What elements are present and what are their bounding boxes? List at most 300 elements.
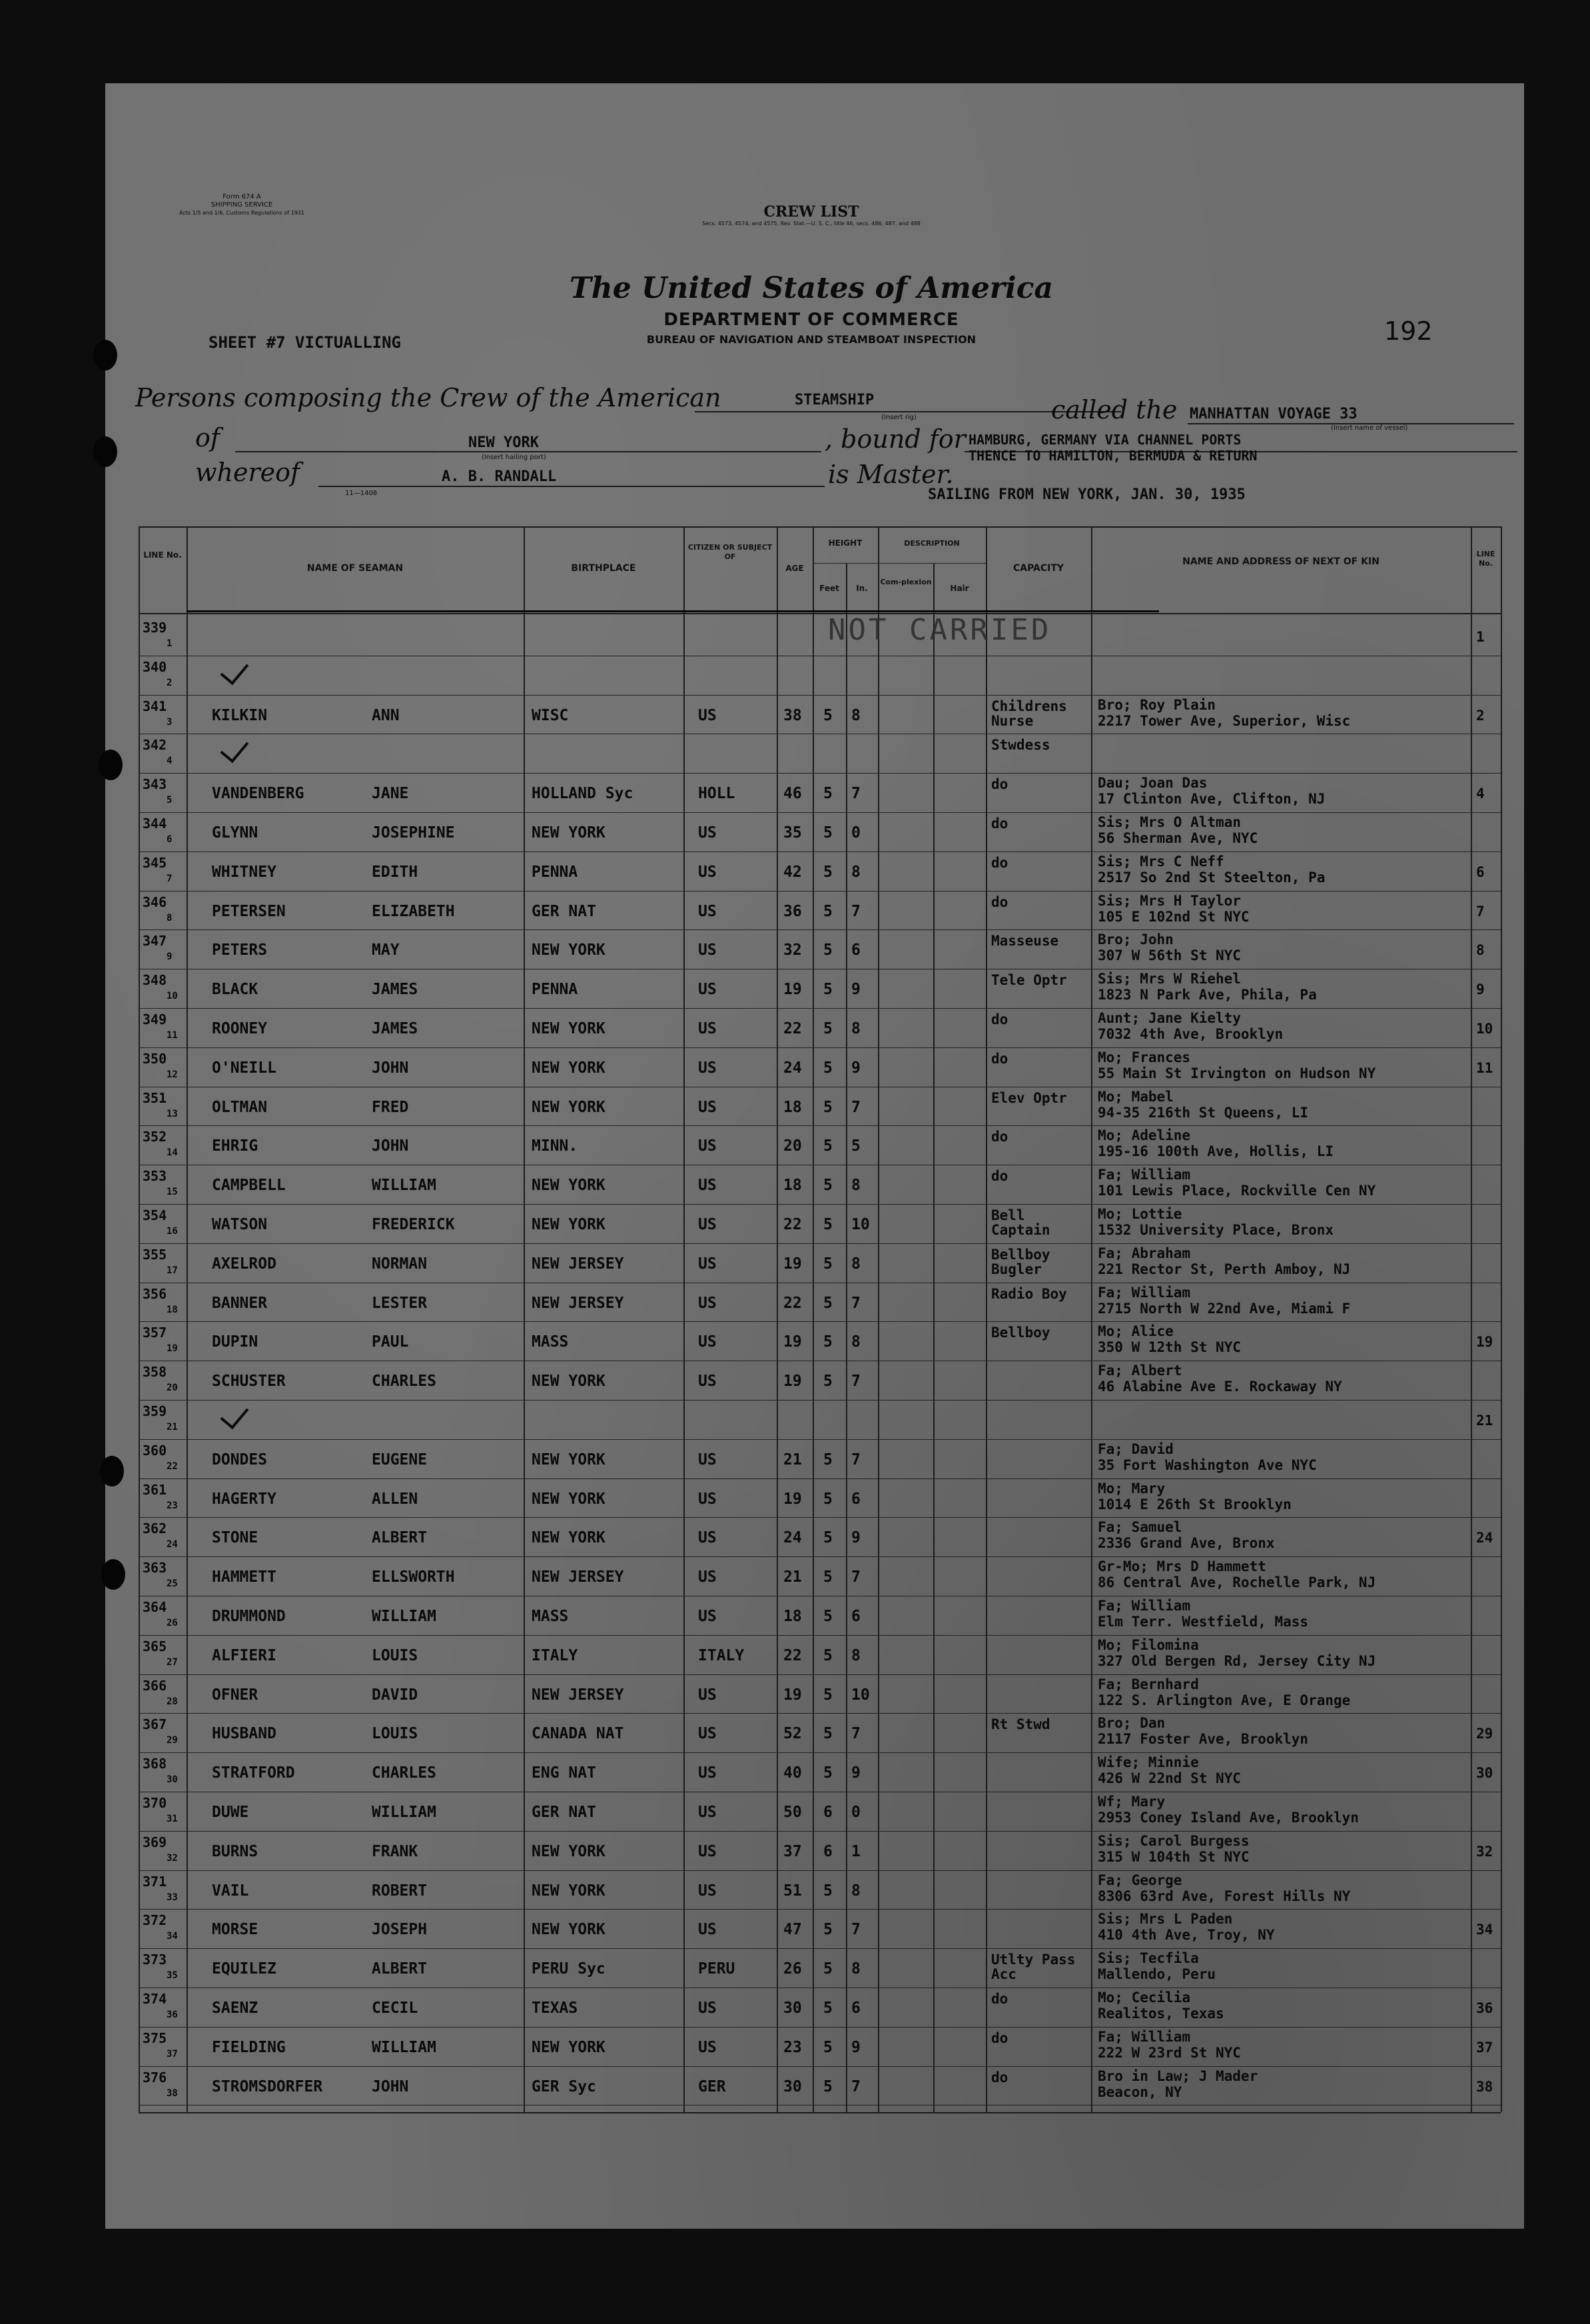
next-of-kin-name: Wife; Minnie xyxy=(1098,1754,1199,1770)
birthplace: PERU Syc xyxy=(532,1960,605,1978)
next-of-kin-name: Dau; Joan Das xyxy=(1098,775,1208,791)
citizenship: US xyxy=(698,1725,717,1742)
seaman-surname: MORSE xyxy=(212,1921,258,1938)
header-citizen: CITIZEN OR SUBJECT OF xyxy=(687,543,773,561)
next-of-kin-address: 2117 Foster Ave, Brooklyn xyxy=(1098,1731,1309,1747)
age: 35 xyxy=(783,824,802,842)
capacity: do xyxy=(991,1011,1008,1027)
check-mark-icon xyxy=(220,656,249,686)
seaman-given-name: FRED xyxy=(372,1099,409,1116)
age: 51 xyxy=(783,1882,802,1900)
seaman-surname: WHITNEY xyxy=(212,864,276,881)
next-of-kin-name: Mo; Mabel xyxy=(1098,1089,1174,1105)
height-inches: 7 xyxy=(851,2078,861,2095)
row-index: 32 xyxy=(167,1853,178,1864)
next-of-kin-name: Mo; Frances xyxy=(1098,1049,1191,1065)
next-of-kin-name: Bro; John xyxy=(1098,931,1174,947)
right-line-no: 36 xyxy=(1476,2000,1493,2016)
next-of-kin-address: 94-35 216th St Queens, LI xyxy=(1098,1105,1309,1121)
birthplace: NEW YORK xyxy=(532,941,605,959)
age: 46 xyxy=(783,785,802,802)
height-feet: 5 xyxy=(823,2078,833,2095)
height-feet: 5 xyxy=(823,1529,833,1546)
row-index: 18 xyxy=(167,1305,178,1315)
next-of-kin-address: 8306 63rd Ave, Forest Hills NY xyxy=(1098,1888,1351,1904)
seaman-surname: DUWE xyxy=(212,1804,249,1821)
citizenship: US xyxy=(698,1451,717,1468)
next-of-kin-address: 17 Clinton Ave, Clifton, NJ xyxy=(1098,791,1326,807)
next-of-kin-address: Beacon, NY xyxy=(1098,2084,1182,2100)
line-number: 370 xyxy=(143,1795,167,1811)
right-line-no: 19 xyxy=(1476,1334,1493,1350)
next-of-kin-name: Fa; George xyxy=(1098,1872,1182,1888)
height-feet: 5 xyxy=(823,1882,833,1900)
height-inches: 9 xyxy=(851,981,861,998)
seaman-given-name: LOUIS xyxy=(372,1725,418,1742)
row-index: 12 xyxy=(167,1069,178,1080)
right-line-no: 30 xyxy=(1476,1765,1493,1781)
capacity: do xyxy=(991,1129,1008,1145)
age: 21 xyxy=(783,1568,802,1586)
seaman-surname: AXELROD xyxy=(212,1255,276,1273)
right-line-no: 9 xyxy=(1476,981,1485,997)
seaman-given-name: FREDERICK xyxy=(372,1216,455,1233)
seaman-surname: OLTMAN xyxy=(212,1099,268,1116)
called-the-label: called the xyxy=(1051,395,1178,424)
height-feet: 5 xyxy=(823,903,833,920)
next-of-kin-name: Bro; Dan xyxy=(1098,1715,1166,1731)
header-line-no: LINE No. xyxy=(143,550,182,560)
right-line-no: 37 xyxy=(1476,2039,1493,2055)
row-index: 13 xyxy=(167,1109,178,1119)
citizenship: US xyxy=(698,1490,717,1508)
height-inches: 9 xyxy=(851,1764,861,1782)
citizenship: US xyxy=(698,941,717,959)
birthplace: NEW JERSEY xyxy=(532,1255,624,1273)
birthplace: ITALY xyxy=(532,1647,578,1664)
next-of-kin-address: 195-16 100th Ave, Hollis, LI xyxy=(1098,1143,1334,1159)
seaman-surname: STROMSDORFER xyxy=(212,2078,323,2095)
age: 22 xyxy=(783,1216,802,1233)
height-inches: 7 xyxy=(851,785,861,802)
crew-list-sheet xyxy=(105,83,1524,2229)
next-of-kin-address: 46 Alabine Ave E. Rockaway NY xyxy=(1098,1379,1342,1395)
height-inches: 0 xyxy=(851,824,861,842)
line-number: 349 xyxy=(143,1011,167,1027)
next-of-kin-name: Fa; Albert xyxy=(1098,1363,1182,1379)
citizenship: US xyxy=(698,1882,717,1900)
age: 52 xyxy=(783,1725,802,1742)
seaman-given-name: DAVID xyxy=(372,1686,418,1704)
next-of-kin-address: 307 W 56th St NYC xyxy=(1098,947,1241,963)
capacity: Childrens Nurse xyxy=(991,698,1067,729)
height-inches: 8 xyxy=(851,1333,861,1351)
header-feet: Feet xyxy=(819,584,839,593)
height-feet: 5 xyxy=(823,864,833,881)
birthplace: NEW YORK xyxy=(532,1882,605,1900)
birthplace: NEW YORK xyxy=(532,1216,605,1233)
line-number: 350 xyxy=(143,1051,167,1067)
next-of-kin-address: 2217 Tower Ave, Superior, Wisc xyxy=(1098,713,1351,729)
next-of-kin-address: 2517 So 2nd St Steelton, Pa xyxy=(1098,870,1326,885)
punch-hole xyxy=(93,436,117,467)
capacity: Bellboy xyxy=(991,1325,1050,1341)
line-number: 355 xyxy=(143,1247,167,1263)
insert-name-caption: (Insert name of vessel) xyxy=(1331,424,1408,432)
line-number: 347 xyxy=(143,933,167,949)
citizenship: US xyxy=(698,707,717,724)
height-inches: 0 xyxy=(851,1804,861,1821)
right-line-no: 24 xyxy=(1476,1530,1493,1546)
next-of-kin-address: 350 W 12th St NYC xyxy=(1098,1339,1241,1355)
department-heading: DEPARTMENT OF COMMERCE xyxy=(663,310,959,330)
punch-hole xyxy=(99,750,123,780)
height-feet: 5 xyxy=(823,1451,833,1468)
age: 18 xyxy=(783,1177,802,1194)
seaman-surname: HAGERTY xyxy=(212,1490,276,1508)
line-number: 348 xyxy=(143,972,167,988)
height-feet: 5 xyxy=(823,1608,833,1625)
citizenship: US xyxy=(698,824,717,842)
right-line-no: 2 xyxy=(1476,708,1485,724)
age: 23 xyxy=(783,2039,802,2056)
citizenship: US xyxy=(698,1686,717,1704)
citizenship: US xyxy=(698,1843,717,1860)
next-of-kin-address: 221 Rector St, Perth Amboy, NJ xyxy=(1098,1261,1351,1277)
seaman-given-name: ELIZABETH xyxy=(372,903,455,920)
birthplace: HOLLAND Syc xyxy=(532,785,633,802)
seaman-given-name: NORMAN xyxy=(372,1255,428,1273)
height-inches: 6 xyxy=(851,2000,861,2017)
age: 21 xyxy=(783,1451,802,1468)
age: 30 xyxy=(783,2000,802,2017)
height-inches: 9 xyxy=(851,2039,861,2056)
age: 50 xyxy=(783,1804,802,1821)
row-index: 3 xyxy=(167,717,173,728)
next-of-kin-name: Sis; Mrs W Riehel xyxy=(1098,971,1241,987)
capacity: do xyxy=(991,1051,1008,1067)
next-of-kin-name: Mo; Adeline xyxy=(1098,1127,1191,1143)
right-line-no: 32 xyxy=(1476,1844,1493,1860)
line-number: 342 xyxy=(143,737,167,753)
age: 18 xyxy=(783,1099,802,1116)
height-feet: 5 xyxy=(823,1725,833,1742)
height-inches: 6 xyxy=(851,1608,861,1625)
seaman-surname: FIELDING xyxy=(212,2039,286,2056)
next-of-kin-name: Mo; Lottie xyxy=(1098,1206,1182,1222)
age: 22 xyxy=(783,1020,802,1037)
height-feet: 5 xyxy=(823,1333,833,1351)
seaman-given-name: PAUL xyxy=(372,1333,409,1351)
height-inches: 8 xyxy=(851,1960,861,1978)
seaman-given-name: EUGENE xyxy=(372,1451,428,1468)
master-name: A. B. RANDALL xyxy=(442,468,557,485)
height-feet: 5 xyxy=(823,941,833,959)
age: 24 xyxy=(783,1059,802,1077)
seaman-surname: VANDENBERG xyxy=(212,785,304,802)
citizenship: US xyxy=(698,1608,717,1625)
next-of-kin-address: Mallendo, Peru xyxy=(1098,1966,1216,1982)
height-inches: 8 xyxy=(851,707,861,724)
citizenship: US xyxy=(698,864,717,881)
row-index: 38 xyxy=(167,2088,178,2099)
seaman-surname: HAMMETT xyxy=(212,1568,276,1586)
next-of-kin-name: Mo; Cecilia xyxy=(1098,1990,1191,2006)
age: 42 xyxy=(783,864,802,881)
next-of-kin-name: Wf; Mary xyxy=(1098,1794,1166,1810)
not-carried-stamp: NOT CARRIED xyxy=(828,613,1052,647)
birthplace: CANADA NAT xyxy=(532,1725,624,1742)
right-line-no: 8 xyxy=(1476,942,1485,958)
capacity: do xyxy=(991,2030,1008,2046)
row-index: 7 xyxy=(167,873,173,884)
height-inches: 9 xyxy=(851,1529,861,1546)
row-index: 33 xyxy=(167,1892,178,1903)
height-feet: 6 xyxy=(823,1804,833,1821)
citizenship: US xyxy=(698,1020,717,1037)
insert-rig-caption: (Insert rig) xyxy=(881,414,917,421)
seaman-surname: STONE xyxy=(212,1529,258,1546)
capacity: do xyxy=(991,1168,1008,1184)
height-feet: 5 xyxy=(823,2039,833,2056)
next-of-kin-address: 7032 4th Ave, Brooklyn xyxy=(1098,1026,1284,1042)
row-index: 15 xyxy=(167,1187,178,1197)
birthplace: GER Syc xyxy=(532,2078,596,2095)
seaman-surname: DUPIN xyxy=(212,1333,258,1351)
next-of-kin-address: 56 Sherman Ave, NYC xyxy=(1098,830,1258,846)
next-of-kin-address: 35 Fort Washington Ave NYC xyxy=(1098,1457,1317,1473)
seaman-given-name: JOSEPH xyxy=(372,1921,428,1938)
citizenship: GER xyxy=(698,2078,726,2095)
age: 19 xyxy=(783,1490,802,1508)
seaman-surname: GLYNN xyxy=(212,824,258,842)
height-feet: 5 xyxy=(823,1020,833,1037)
next-of-kin-name: Sis; Tecfila xyxy=(1098,1950,1199,1966)
capacity: do xyxy=(991,855,1008,871)
age: 36 xyxy=(783,903,802,920)
line-number: 346 xyxy=(143,894,167,910)
birthplace: NEW YORK xyxy=(532,1921,605,1938)
header-hair: Hair xyxy=(950,584,969,593)
capacity: Tele Optr xyxy=(991,972,1067,988)
age: 19 xyxy=(783,981,802,998)
birthplace: MASS xyxy=(532,1333,569,1351)
line-number: 343 xyxy=(143,776,167,792)
row-index: 25 xyxy=(167,1578,178,1589)
height-feet: 5 xyxy=(823,1686,833,1704)
age: 19 xyxy=(783,1255,802,1273)
row-index: 6 xyxy=(167,834,173,845)
right-line-no: 38 xyxy=(1476,2079,1493,2095)
next-of-kin-address: 55 Main St Irvington on Hudson NY xyxy=(1098,1065,1376,1081)
punch-hole xyxy=(100,1456,124,1486)
right-line-no: 7 xyxy=(1476,903,1485,919)
line-number: 368 xyxy=(143,1756,167,1772)
seaman-given-name: ELLSWORTH xyxy=(372,1568,455,1586)
birthplace: NEW YORK xyxy=(532,2039,605,2056)
height-inches: 10 xyxy=(851,1216,870,1233)
seaman-surname: ROONEY xyxy=(212,1020,268,1037)
seaman-given-name: LESTER xyxy=(372,1295,428,1312)
height-feet: 5 xyxy=(823,1177,833,1194)
next-of-kin-name: Sis; Carol Burgess xyxy=(1098,1833,1250,1849)
seaman-surname: PETERS xyxy=(212,941,268,959)
seaman-given-name: JOHN xyxy=(372,2078,409,2095)
seaman-surname: DONDES xyxy=(212,1451,268,1468)
row-index: 20 xyxy=(167,1383,178,1393)
height-feet: 5 xyxy=(823,1059,833,1077)
birthplace: NEW YORK xyxy=(532,1099,605,1116)
line-number: 375 xyxy=(143,2030,167,2046)
destination-line-2: THENCE TO HAMILTON, BERMUDA & RETURN xyxy=(969,448,1258,464)
header-line-no-right: LINE No. xyxy=(1476,550,1495,568)
next-of-kin-name: Fa; William xyxy=(1098,2029,1191,2045)
punch-hole xyxy=(101,1559,125,1590)
form-note xyxy=(179,193,305,217)
row-index: 9 xyxy=(167,951,173,962)
row-index: 35 xyxy=(167,1970,178,1981)
height-inches: 6 xyxy=(851,1490,861,1508)
seaman-given-name: WILLIAM xyxy=(372,2039,436,2056)
line-number: 365 xyxy=(143,1638,167,1654)
height-feet: 5 xyxy=(823,2000,833,2017)
capacity: Elev Optr xyxy=(991,1090,1067,1106)
row-index: 19 xyxy=(167,1343,178,1354)
seaman-surname: HUSBAND xyxy=(212,1725,276,1742)
line-number: 358 xyxy=(143,1364,167,1380)
line-number: 371 xyxy=(143,1874,167,1890)
right-line-no: 4 xyxy=(1476,786,1485,802)
line-number: 363 xyxy=(143,1560,167,1576)
header-name: NAME OF SEAMAN xyxy=(306,563,404,574)
seaman-given-name: FRANK xyxy=(372,1843,418,1860)
next-of-kin-name: Fa; Samuel xyxy=(1098,1519,1182,1535)
citizenship: US xyxy=(698,1529,717,1546)
row-index: 1 xyxy=(167,638,173,649)
height-feet: 5 xyxy=(823,1373,833,1390)
next-of-kin-address: 1014 E 26th St Brooklyn xyxy=(1098,1496,1292,1512)
row-index: 26 xyxy=(167,1618,178,1628)
capacity: do xyxy=(991,816,1008,832)
height-feet: 5 xyxy=(823,981,833,998)
next-of-kin-address: 86 Central Ave, Rochelle Park, NJ xyxy=(1098,1574,1376,1590)
seaman-given-name: WILLIAM xyxy=(372,1804,436,1821)
age: 40 xyxy=(783,1764,802,1782)
next-of-kin-name: Fa; William xyxy=(1098,1167,1191,1183)
next-of-kin-address: 101 Lewis Place, Rockville Cen NY xyxy=(1098,1183,1376,1199)
header-next-of-kin: NAME AND ADDRESS OF NEXT OF KIN xyxy=(1182,556,1380,567)
vessel-name: MANHATTAN VOYAGE 33 xyxy=(1190,406,1358,422)
birthplace: PENNA xyxy=(532,864,578,881)
whereof-label: whereof xyxy=(195,458,300,487)
seaman-surname: PETERSEN xyxy=(212,903,286,920)
birthplace: NEW YORK xyxy=(532,1020,605,1037)
citizenship: US xyxy=(698,1568,717,1586)
line-number: 354 xyxy=(143,1207,167,1223)
next-of-kin-name: Mo; Alice xyxy=(1098,1323,1174,1339)
line-number: 364 xyxy=(143,1599,167,1615)
height-inches: 7 xyxy=(851,1373,861,1390)
header-age: AGE xyxy=(785,564,804,573)
seaman-given-name: ALBERT xyxy=(372,1529,428,1546)
seaman-given-name: WILLIAM xyxy=(372,1177,436,1194)
height-inches: 8 xyxy=(851,1882,861,1900)
seaman-given-name: CHARLES xyxy=(372,1764,436,1782)
line-number: 340 xyxy=(143,659,167,675)
form-title: CREW LIST xyxy=(763,203,859,221)
form-sections: Secs. 4573, 4574, and 4575, Rev. Stat.—U. S. C., title 46, secs. 486, 487, and 488 xyxy=(702,221,921,227)
insert-port-caption: (Insert hailing port) xyxy=(482,454,546,461)
line-number: 372 xyxy=(143,1912,167,1928)
next-of-kin-address: 2953 Coney Island Ave, Brooklyn xyxy=(1098,1810,1359,1826)
height-feet: 5 xyxy=(823,1647,833,1664)
line-number: 361 xyxy=(143,1482,167,1498)
birthplace: NEW JERSEY xyxy=(532,1295,624,1312)
height-feet: 5 xyxy=(823,707,833,724)
right-line-no: 34 xyxy=(1476,1922,1493,1938)
right-line-no: 6 xyxy=(1476,864,1485,880)
age: 22 xyxy=(783,1295,802,1312)
height-feet: 5 xyxy=(823,1216,833,1233)
citizenship: US xyxy=(698,1373,717,1390)
next-of-kin-address: Realitos, Texas xyxy=(1098,2006,1224,2022)
height-inches: 8 xyxy=(851,864,861,881)
age: 47 xyxy=(783,1921,802,1938)
destination-line-1: HAMBURG, GERMANY VIA CHANNEL PORTS xyxy=(969,432,1242,448)
birthplace: NEW YORK xyxy=(532,1451,605,1468)
next-of-kin-name: Sis; Mrs C Neff xyxy=(1098,854,1224,870)
line-number: 356 xyxy=(143,1286,167,1302)
row-index: 37 xyxy=(167,2049,178,2059)
capacity: do xyxy=(991,2069,1008,2085)
next-of-kin-address: 315 W 104th St NYC xyxy=(1098,1849,1250,1865)
citizenship: US xyxy=(698,2000,717,2017)
citizenship: US xyxy=(698,1255,717,1273)
seaman-surname: SCHUSTER xyxy=(212,1373,286,1390)
height-feet: 5 xyxy=(823,1960,833,1978)
citizenship: HOLL xyxy=(698,785,735,802)
citizenship: ITALY xyxy=(698,1647,745,1664)
capacity: do xyxy=(991,776,1008,792)
birthplace: GER NAT xyxy=(532,1804,596,1821)
row-index: 5 xyxy=(167,795,173,806)
home-port: NEW YORK xyxy=(468,434,539,451)
birthplace: NEW YORK xyxy=(532,1373,605,1390)
next-of-kin-address: 1532 University Place, Bronx xyxy=(1098,1222,1334,1238)
line-number: 373 xyxy=(143,1952,167,1968)
height-inches: 8 xyxy=(851,1020,861,1037)
next-of-kin-name: Gr-Mo; Mrs D Hammett xyxy=(1098,1558,1266,1574)
form-title-block xyxy=(625,203,998,227)
next-of-kin-name: Fa; Bernhard xyxy=(1098,1676,1199,1692)
row-index: 27 xyxy=(167,1657,178,1668)
bound-for-label: , bound for xyxy=(825,424,966,454)
is-master-label: is Master. xyxy=(828,460,954,489)
age: 19 xyxy=(783,1333,802,1351)
age: 19 xyxy=(783,1686,802,1704)
age: 32 xyxy=(783,941,802,959)
age: 18 xyxy=(783,1608,802,1625)
seaman-surname: BLACK xyxy=(212,981,258,998)
citizenship: US xyxy=(698,981,717,998)
capacity: Rt Stwd xyxy=(991,1716,1050,1732)
height-inches: 7 xyxy=(851,1295,861,1312)
seaman-surname: STRATFORD xyxy=(212,1764,295,1782)
age: 26 xyxy=(783,1960,802,1978)
next-of-kin-name: Sis; Mrs O Altman xyxy=(1098,814,1241,830)
line-number: 367 xyxy=(143,1716,167,1732)
height-inches: 1 xyxy=(851,1843,861,1860)
